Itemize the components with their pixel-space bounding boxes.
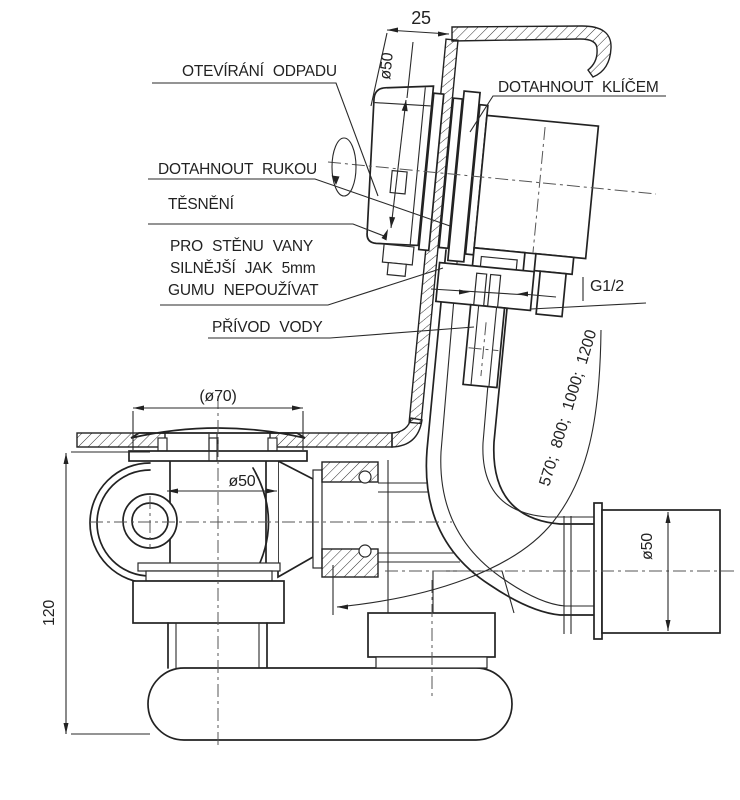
label-privod-vody: PŘÍVOD VODY <box>212 319 323 336</box>
dim-text-o50-outlet: ø50 <box>639 533 656 560</box>
o-ring <box>359 545 371 557</box>
label-otevirani-odpadu: OTEVÍRÁNÍ ODPADU <box>182 63 337 80</box>
cap-post <box>158 438 167 451</box>
knob-detail <box>390 171 407 194</box>
label-gumu-nepouzivat: GUMU NEPOUŽÍVAT <box>168 282 319 299</box>
dim-text-o50-top: ø50 <box>377 51 397 81</box>
leader-tesneni <box>148 224 384 236</box>
drain-union-nut <box>133 581 284 623</box>
seal-washer <box>387 263 406 277</box>
label-tesneni: TĚSNĚNÍ <box>168 196 234 213</box>
dim-text-120: 120 <box>41 599 58 626</box>
bathtub-floor-corner <box>392 418 422 447</box>
label-dotahnout-rukou: DOTAHNOUT RUKOU <box>158 161 318 178</box>
arrowhead <box>438 32 449 37</box>
arrowhead <box>64 453 69 464</box>
body-stub-right-lower <box>536 271 566 316</box>
drain-lower-flange <box>138 563 280 571</box>
rotation-arrow <box>332 176 340 186</box>
arrowhead <box>133 406 144 411</box>
drain-lower-flange2 <box>146 571 272 581</box>
dim-text-25: 25 <box>411 8 431 28</box>
dim-text-g12: G1/2 <box>590 278 624 295</box>
dim-text-o50-drain: ø50 <box>228 473 256 490</box>
compression-flange <box>313 470 322 568</box>
bathtub-floor-left <box>77 433 165 447</box>
drain-outlet-cone <box>278 461 313 577</box>
overflow-body <box>474 115 598 258</box>
bathtub-rim <box>452 26 611 77</box>
trap-body <box>148 668 512 740</box>
knob-seal-step <box>382 244 414 265</box>
label-dotahnout-klicem: DOTAHNOUT KLÍČEM <box>498 79 659 96</box>
cap-post <box>268 438 277 451</box>
dim-text-pipe-lengths: 570; 800; 1000; 1200 <box>536 328 601 489</box>
o-ring <box>359 471 371 483</box>
arrowhead <box>64 723 69 734</box>
arrowhead <box>292 406 303 411</box>
label-silnejsi-jak-5mm: SILNĚJŠÍ JAK 5mm <box>170 260 316 277</box>
arrowhead <box>337 605 348 610</box>
rotation-ellipse <box>332 138 356 196</box>
dim-text-o70: (ø70) <box>199 388 237 405</box>
label-pro-stenu-vany: PRO STĚNU VANY <box>170 238 313 255</box>
arrowhead <box>387 28 398 33</box>
